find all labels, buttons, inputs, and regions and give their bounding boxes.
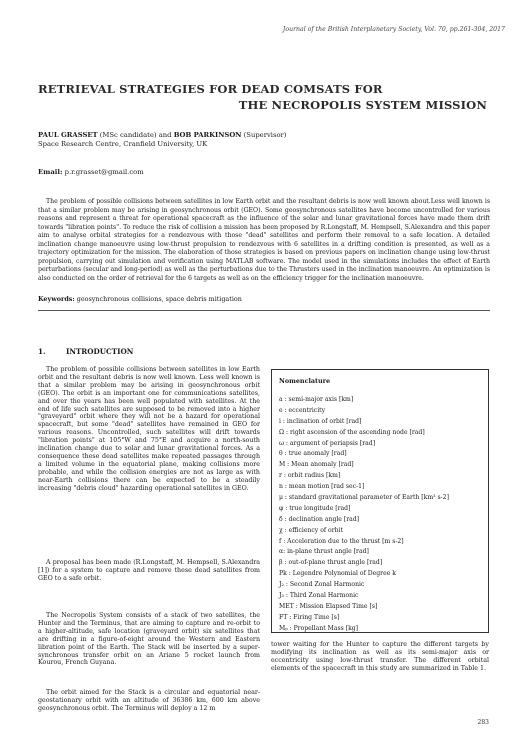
nomenclature-item: Pk : Legendre Polynomial of Degree k [279,570,396,578]
paragraph-text: The problem of possible collisions between satellites in low Earth orbit and the resultant debris is now well known. Less well known is that a similar problem may be arising in geosynchronous orbit (GEO). The orbit is an important one for communications satellites, and over the years has been well populated with satellites. At the end of life such satellites are supposed to be removed into a higher "graveyard" orbit where they will not be a hazard for operational spacecraft, but some "dead" satellites have remained in GEO for various reasons. Uncontrolled, such satellites will drift towards "libration points" at 105°W and 75°E and acquire a north-south inclination change due to solar and lunar gravitational forces. As a consequence these dead satellites make repeated passages through a limited volume in the equatorial plane, making collisions more probable, and while the collision energies are not as large as with near-Earth collisions there can be expected to be a steadily increasing "debris cloud" hazarding operational satellites in GEO. [38,366,260,492]
section-number: 1. [38,347,46,356]
section-heading [38,347,133,356]
nomenclature-item: r : orbit radius [km] [279,472,341,480]
nomenclature-item: e : eccentricity [279,406,326,414]
email-label: Email: [38,168,63,176]
nomenclature-item: MET : Mission Elapsed Time [s] [279,602,378,610]
author-2-name: BOB PARKINSON [173,131,242,139]
nomenclature-item: ω : argument of periapsis [rad] [279,439,376,447]
nomenclature-title: Nomenclature [279,377,331,385]
nomenclature-item: α: in-plane thrust angle [rad] [279,548,369,556]
nomenclature-box [271,369,489,633]
nomenclature-item: φ : true longitude [rad] [279,504,351,512]
author-2-role: (Supervisor) [241,131,287,139]
author-1-name: PAUL GRASSET [38,131,98,139]
intro-paragraph-2 [38,559,260,583]
intro-paragraph-3 [38,612,260,667]
nomenclature-item: f : Acceleration due to the thrust [m s-2] [279,537,404,545]
nomenclature-item: i : inclination of orbit [rad] [279,417,362,425]
page-number: 283 [477,719,489,726]
nomenclature-item: a : semi-major axis [km] [279,396,354,403]
journal-header: Journal of the British Interplanetary Society, Vol. 70, pp.261-304, 2017 [282,26,505,33]
author-1-role: (MSc candidate) and [97,131,174,139]
nomenclature-item: χ : efficiency of orbit [279,526,343,534]
email-address: p.r.grasset@gmail.com [62,168,144,176]
keywords-line [38,295,490,303]
nomenclature-item: θ : true anomaly [rad] [279,450,347,458]
paragraph-text: The orbit aimed for the Stack is a circular and equatorial near-geostationary orbit with an altitude of 36386 km, 600 km above geosynchronous orbit. The Terminus will deploy a 12 m [38,689,260,712]
paragraph-text: A proposal has been made (R.Longstaff, M. Hempsell, S.Alexandra [1]) for a system to capture and remove these dead satellites from GEO to a safe orbit. [38,559,260,582]
keywords-label: Keywords: [38,295,75,303]
paper-title-line-1: RETRIEVAL STRATEGIES FOR DEAD COMSATS FOR [38,82,383,96]
paragraph-text: The Necropolis System consists of a stack of two satellites, the Hunter and the Terminus, that are aiming to capture and re-orbit to a higher-altitude, safe location (graveyard orbit) six satellites that are drifting in a figure-of-eight around the Western and Eastern libration point of the Earth. The Stack will be inserted by a super-synchronous transfer orbit on an Ariane 5 rocket launch from Kourou, French Guyana. [38,612,260,667]
paper-title-line-2: THE NECROPOLIS SYSTEM MISSION [238,98,487,112]
intro-right-column-paragraph: tower waiting for the Hunter to capture the different targets by modifying its inclination as well as its semi-major axis or eccentricity using low-thrust transfer. The different orbital elements of the spacecraft in this study are summarized in Table 1. [271,641,489,672]
nomenclature-item: μ : standard gravitational parameter of Earth [km³ s-2] [279,494,449,502]
section-divider [38,310,490,311]
nomenclature-item: J₃ : Third Zonal Harmonic [279,592,359,600]
nomenclature-item: δ : declination angle [rad] [279,515,360,523]
nomenclature-item: M : Mean anomaly [rad] [279,461,354,469]
nomenclature-item: n : mean motion [rad sec-1] [279,483,365,491]
affiliation: Space Research Centre, Cranfield University, UK [38,140,208,149]
keywords-value: geosynchronous collisions, space debris mitigation [74,295,242,303]
nomenclature-item: Ω : right ascension of the ascending node [rad] [279,428,425,436]
intro-paragraph-1 [38,366,260,493]
nomenclature-item: Mₚ : Propellant Mass [kg] [279,624,359,632]
nomenclature-item: β : out-of-plane thrust angle [rad] [279,559,383,567]
nomenclature-item: FT : Firing Time [s] [279,613,340,621]
author-block [38,131,286,150]
intro-paragraph-4 [38,689,260,713]
section-title: INTRODUCTION [66,347,134,356]
abstract: The problem of possible collisions between satellites in low Earth orbit and the resultant debris is now well known about.Less well known is that a similar problem may be arising in geosynchronous orbit (GEO). Some geosynchronous satellites have become uncontrolled for various reasons and represent a threat for operational spacecraft as the influence of the solar and lunar gravitational forces have made them drift towards "libration points". To reduce the risk of collision a mission has been proposed by R.Longstaff, M. Hempsell, S.Alexandra and this paper aim to analyse orbital strategies for a rendezvous with those "dead" satellites and perform their removal to a safe location. A detailed inclination change manoeuvre using low-thrust propulsion to rendezvous with 6 satellites in a drifting condition is presented, as well as a trajectory optimization for the mission. The elaboration of those strategies is based on previous papers on inclination change using low-thrust propulsion, carrying out simulation and verification using MATLAB software. The model used in the simulations includes the effect of Earth perturbations (secular and long-period) as well as the perturbations due to the Thrusters used in the inclination manoeuvre. An optimization is also conducted on the order of retrieval for the 6 targets as well as on the efficiency trigger for the inclination manoeuvre. [38,198,490,282]
email-line [38,168,144,176]
nomenclature-item: J₂ : Second Zonal Harmonic [279,581,365,589]
author-line [38,131,286,140]
nomenclature-list [279,395,481,635]
